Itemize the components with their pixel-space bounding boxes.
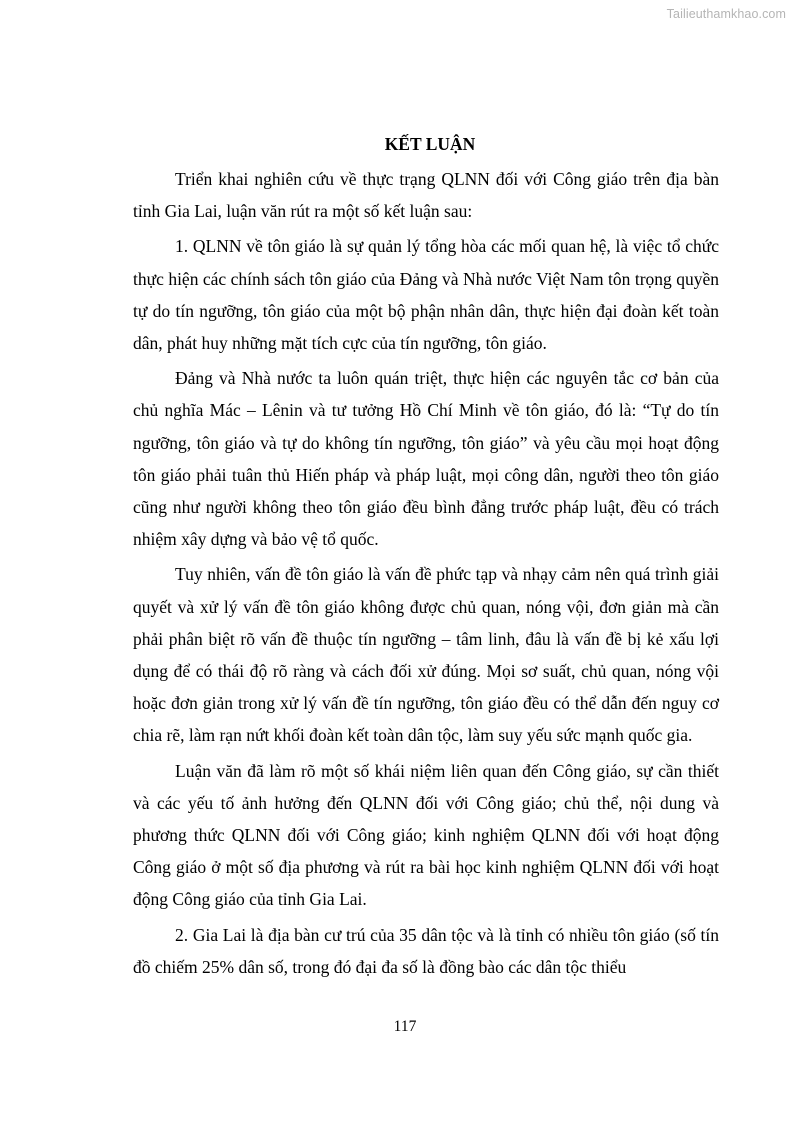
- document-body: [133, 128, 719, 986]
- chapter-title: KẾT LUẬN: [384, 134, 476, 154]
- paragraph-point-2: 2. Gia Lai là địa bàn cư trú của 35 dân tộc và là tỉnh có nhiều tôn giáo (số tín đồ chiếm 25% dân số, trong đó đại đa số là đồng bào các dân tộc thiểu: [133, 924, 719, 977]
- page-number: 117: [393, 1018, 417, 1035]
- watermark-text: Tailieuthamkhao.com: [666, 7, 786, 21]
- paragraph-however: Tuy nhiên, vấn đề tôn giáo là vấn đề phức tạp và nhạy cảm nên quá trình giải quyết và xử lý vấn đề tôn giáo không được chủ quan, nóng vội, đơn giản mà cần phải phân biệt rõ vấn đề thuộc tín ngưỡng – tâm linh, đâu là vấn đề bị kẻ xấu lợi dụng để có thái độ rõ ràng và cách đối xử đúng. Mọi sơ suất, chủ quan, nóng vội hoặc đơn giản trong xử lý vấn đề tín ngưỡng, tôn giáo đều có thể dẫn đến nguy cơ chia rẽ, làm rạn nứt khối đoàn kết toàn dân tộc, làm suy yếu sức mạnh quốc gia.: [133, 564, 719, 746]
- paragraph-point-1: 1. QLNN về tôn giáo là sự quản lý tổng hòa các mối quan hệ, là việc tổ chức thực hiện các chính sách tôn giáo của Đảng và Nhà nước Việt Nam tôn trọng quyền tự do tín ngưỡng, tôn giáo của một bộ phận nhân dân, thực hiện đại đoàn kết toàn dân, phát huy những mặt tích cực của tín ngưỡng, tôn giáo.: [133, 236, 719, 354]
- paragraph-principles: Đảng và Nhà nước ta luôn quán triệt, thực hiện các nguyên tắc cơ bản của chủ nghĩa Mác – Lênin và tư tưởng Hồ Chí Minh về tôn giáo, đó là: “Tự do tín ngưỡng, tôn giáo và tự do không tín ngưỡng, tôn giáo” và yêu cầu mọi hoạt động tôn giáo phải tuân thủ Hiến pháp và pháp luật, mọi công dân, người theo tôn giáo cũng như người không theo tôn giáo đều bình đẳng trước pháp luật, đều có trách nhiệm xây dựng và bảo vệ tổ quốc.: [133, 368, 719, 550]
- paragraph-thesis-summary: Luận văn đã làm rõ một số khái niệm liên quan đến Công giáo, sự cần thiết và các yếu tố ảnh hưởng đến QLNN đối với Công giáo; chủ thể, nội dung và phương thức QLNN đối với Công giáo; kinh nghiệm QLNN đối với hoạt động Công giáo ở một số địa phương và rút ra bài học kinh nghiệm QLNN đối với hoạt động Công giáo của tỉnh Gia Lai.: [133, 760, 719, 910]
- paragraph-intro: Triển khai nghiên cứu về thực trạng QLNN đối với Công giáo trên địa bàn tỉnh Gia Lai, luận văn rút ra một số kết luận sau:: [133, 169, 719, 222]
